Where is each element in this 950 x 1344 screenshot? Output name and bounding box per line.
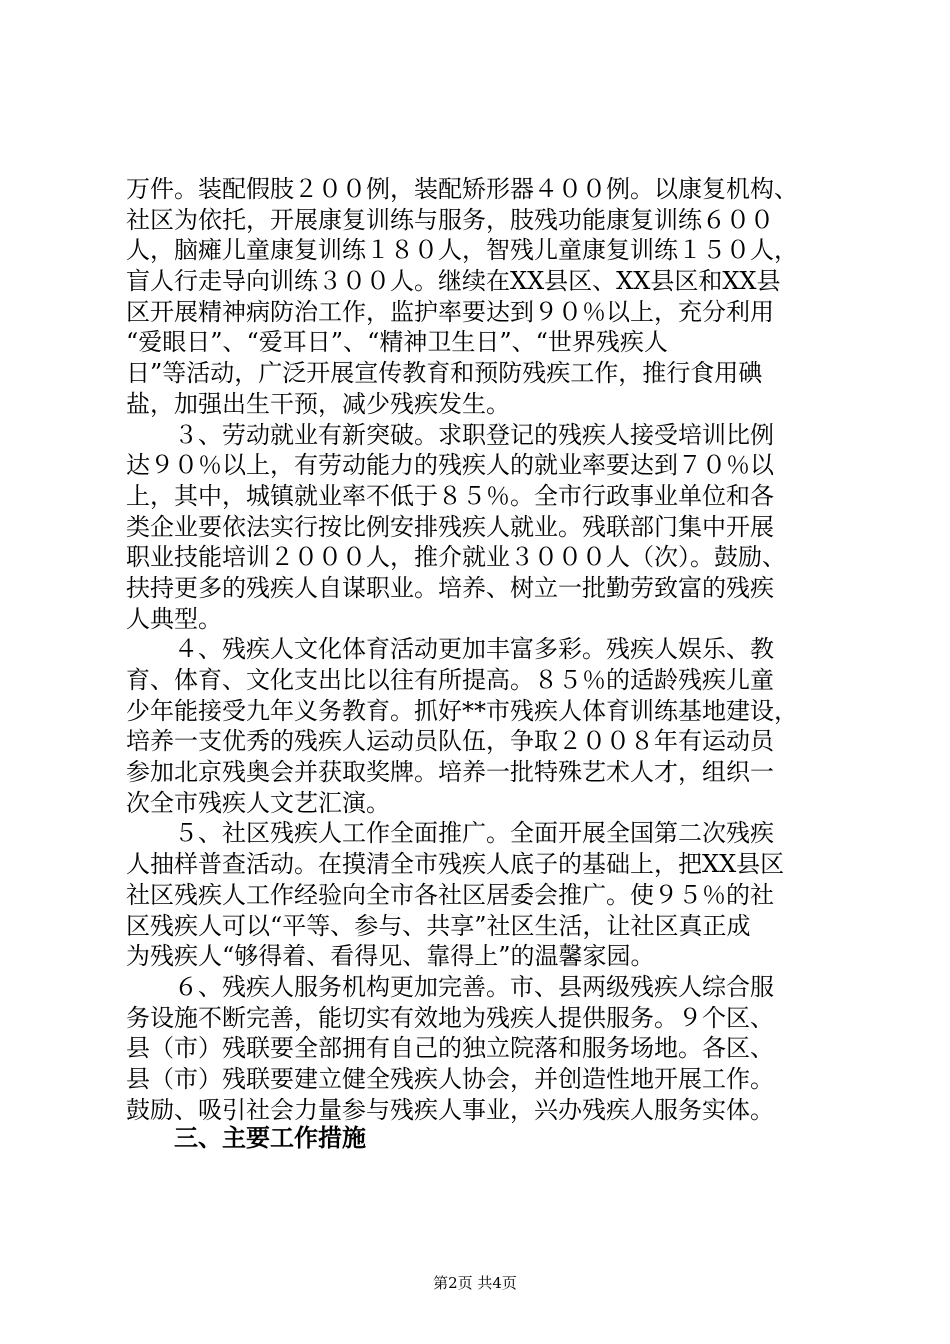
- text-line: 少年能接受九年义务教育。抓好**市残疾人体育训练基地建设，: [126, 696, 798, 725]
- section-heading: 三、主要工作措施: [174, 1124, 366, 1152]
- text-line: 职业技能培训２０００人，推介就业３０００人（次）。鼓励、: [126, 543, 786, 572]
- text-line: ６、残疾人服务机构更加完善。市、县两级残疾人综合服: [126, 972, 774, 1001]
- text-line: 育、体育、文化支出比以往有所提高。８５％的适龄残疾儿童: [126, 666, 774, 694]
- text-line: 县（市）残联要建立健全残疾人协会，并创造性地开展工作。: [126, 1064, 774, 1093]
- text-line: 上，其中，城镇就业率不低于８５％。全市行政事业单位和各: [126, 481, 774, 510]
- text-line: 人抽样普查活动。在摸清全市残疾人底子的基础上，把XX县区: [126, 850, 785, 879]
- text-line: 区开展精神病防治工作，监护率要达到９０％以上，充分利用: [126, 297, 774, 326]
- text-line: 培养一支优秀的残疾人运动员队伍，争取２００８年有运动员: [126, 727, 774, 756]
- text-line: 扶持更多的残疾人自谋职业。培养、树立一批勤劳致富的残疾: [126, 573, 774, 602]
- text-line: 万件。装配假肢２００例，装配矫形器４００例。以康复机构、: [126, 175, 798, 203]
- text-line: 达９０％以上，有劳动能力的残疾人的就业率要达到７０％以: [126, 451, 774, 480]
- text-line: 盲人行走导向训练３００人。继续在XX县区、XX县区和XX县: [126, 267, 781, 296]
- text-line: 参加北京残奥会并获取奖牌。培养一批特殊艺术人才，组织一: [126, 758, 774, 787]
- text-line: 人典型。: [126, 604, 222, 633]
- body-text: [126, 174, 830, 1125]
- text-line: ５、社区残疾人工作全面推广。全面开展全国第二次残疾: [126, 819, 774, 848]
- text-line: “爱眼日”、“爱耳日”、“精神卫生日”、“世界残疾人: [126, 328, 668, 357]
- text-line: ４、残疾人文化体育活动更加丰富多彩。残疾人娱乐、教: [126, 635, 774, 664]
- text-line: 区残疾人可以“平等、参与、共享”社区生活，让社区真正成: [126, 911, 751, 940]
- text-line: 次全市残疾人文艺汇演。: [126, 788, 390, 817]
- text-line: ３、劳动就业有新突破。求职登记的残疾人接受培训比例: [126, 420, 774, 449]
- text-line: 为残疾人“够得着、看得见、靠得上”的温馨家园。: [126, 942, 655, 971]
- text-line: 务设施不断完善，能切实有效地为残疾人提供服务。９个区、: [126, 1003, 774, 1032]
- page-footer: 第2页 共4页: [433, 1274, 517, 1292]
- text-line: 鼓励、吸引社会力量参与残疾人事业，兴办残疾人服务实体。: [126, 1095, 774, 1124]
- text-line: 社区残疾人工作经验向全市各社区居委会推广。使９５％的社: [126, 880, 774, 909]
- text-line: 人，脑瘫儿童康复训练１８０人，智残儿童康复训练１５０人，: [126, 236, 798, 265]
- text-line: 社区为依托，开展康复训练与服务，肢残功能康复训练６００: [126, 205, 774, 234]
- text-line: 类企业要依法实行按比例安排残疾人就业。残联部门集中开展: [126, 512, 774, 541]
- text-line: 盐，加强出生干预，减少残疾发生。: [126, 389, 510, 418]
- text-line: 县（市）残联要全部拥有自己的独立院落和服务场地。各区、: [126, 1034, 774, 1063]
- text-line: 日”等活动，广泛开展宣传教育和预防残疾工作，推行食用碘: [126, 359, 763, 388]
